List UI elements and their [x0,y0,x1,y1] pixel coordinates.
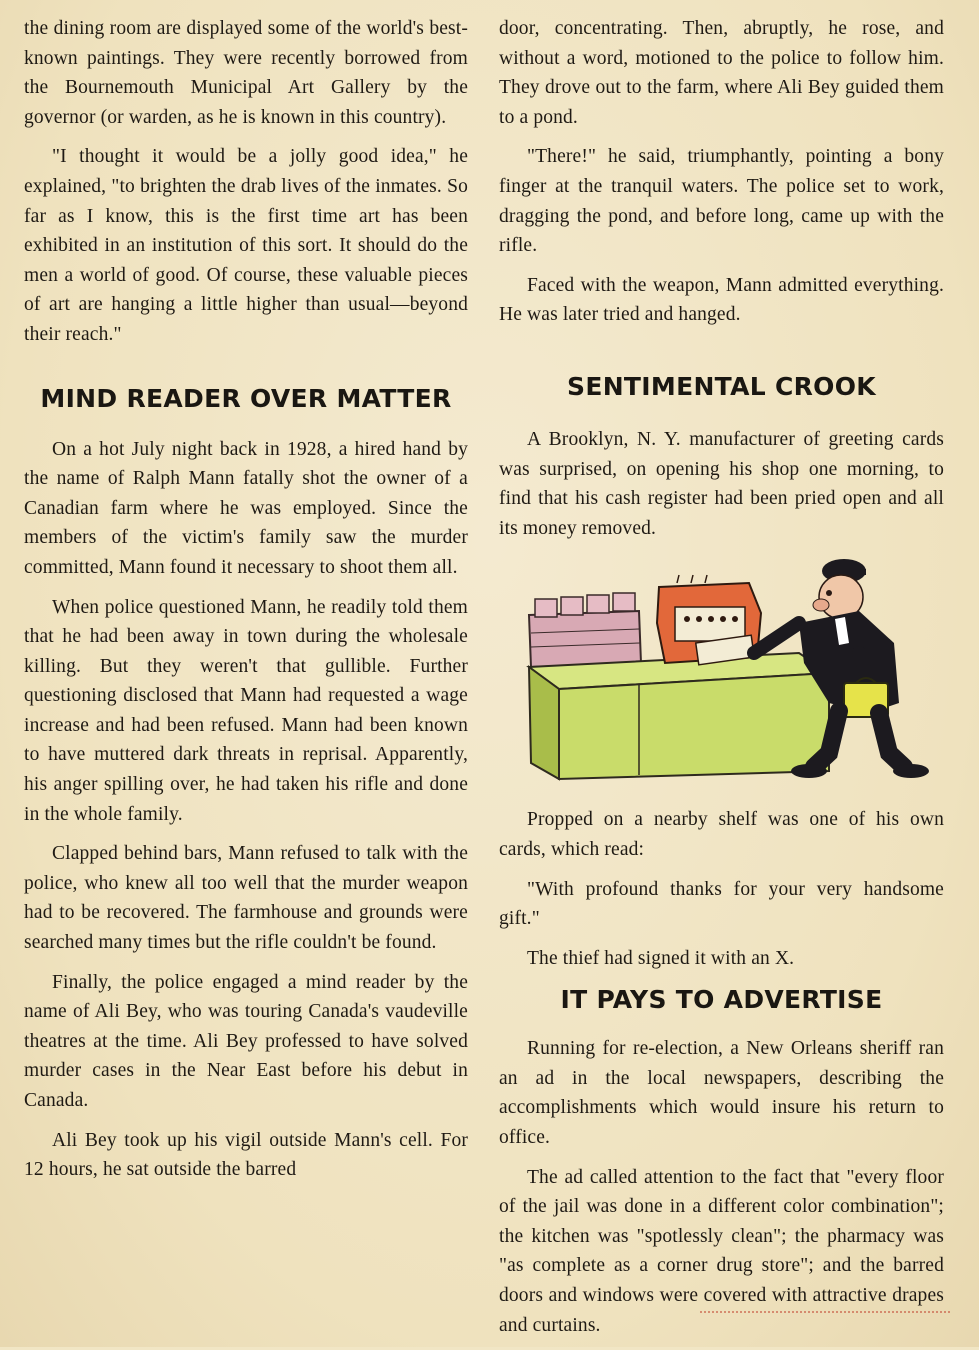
paragraph: When police questioned Mann, he readily told them that he had been away in town during the wholesale killing. But they weren't that gullible. Further questioning disclosed that Mann had requested a wage increase and had been refused. Mann had been known to have muttered dark threats in reprisal. Apparently, his anger spilling over, he had taken his rifle and done in the whole family. [24,596,468,825]
right-column [499,14,944,1350]
paragraph: Faced with the weapon, Mann admitted everything. He was later tried and hanged. [499,274,944,326]
paragraph: door, concentrating. Then, abruptly, he rose, and without a word, motioned to the police to follow him. They drove out to the farm, where Ali Bey guided them to a pond. [499,18,944,128]
paragraph: The thief had signed it with an X. [527,947,795,969]
paragraph: Running for re-election, a New Orleans sheriff ran an ad in the local newspapers, describing the accomplishments which would insure his return to office. [499,1038,944,1149]
paragraph: "With profound thanks for your very handsome gift." [499,878,944,930]
greeting-card-stacks [529,593,641,667]
paragraph: The ad called attention to the fact that "every floor of the jail was done in a different color combination"; the kitchen was "spotlessly clean"; the pharmacy was "as complete as a corner drug store"; and the barred doors and windows were covered with attractive drapes and curtains. [499,1166,944,1336]
paragraph: Clapped behind bars, Mann refused to talk with the police, who knew all too well that the murder weapon had to be recovered. The farmhouse and grounds were searched many times but the rifle couldn't be found. [24,843,468,954]
decorative-dotted-rule [700,1311,950,1313]
paragraph: On a hot July night back in 1928, a hired hand by the name of Ralph Mann fatally shot the owner of a Canadian farm where he was employed. Since the members of the victim's family saw the murder committed, Mann found it necessary to shoot them all. [24,438,468,578]
section-heading-mind-reader: MIND READER OVER MATTER [40,383,452,413]
section-heading-sentimental-crook: SENTIMENTAL CROOK [567,371,876,401]
paragraph: Finally, the police engaged a mind reader by the name of Ali Bey, who was touring Canada's vaudeville theatres at the time. Ali Bey professed to have solved murder cases in the Near East before his debut in Canada. [24,971,468,1111]
illustration-svg [499,553,944,785]
section-heading-it-pays-to-advertise: IT PAYS TO ADVERTISE [560,985,883,1015]
cash-register [657,575,761,665]
paragraph: Propped on a nearby shelf was one of his own cards, which read: [499,809,944,860]
paragraph: the dining room are displayed some of the world's best-known paintings. They were recently borrowed from the Bournemouth Municipal Art Gallery by the governor (or warden, as he is known in this country). [24,18,468,128]
left-column [24,14,468,1195]
paragraph: "There!" he said, triumphantly, pointing a bony finger at the tranquil waters. The police set to work, dragging the pond, and before long, came up with the rifle. [499,146,944,257]
shop-counter [529,653,829,779]
paragraph: Ali Bey took up his vigil outside Mann's cell. For 12 hours, he sat outside the barred [24,1129,468,1181]
paragraph: "I thought it would be a jolly good idea," he explained, "to brighten the drab lives of the inmates. So far as I know, this is the first time art has been exhibited in an institution of this sort. It should do the men a world of good. Of course, these valuable pieces of art are hanging a little higher than usual—beyond their reach." [24,146,468,345]
thief-at-cash-register-illustration [499,553,944,785]
paragraph: A Brooklyn, N. Y. manufacturer of greeting cards was surprised, on opening his shop one morning, to find that his cash register had been pried open and all its money removed. [499,428,944,539]
